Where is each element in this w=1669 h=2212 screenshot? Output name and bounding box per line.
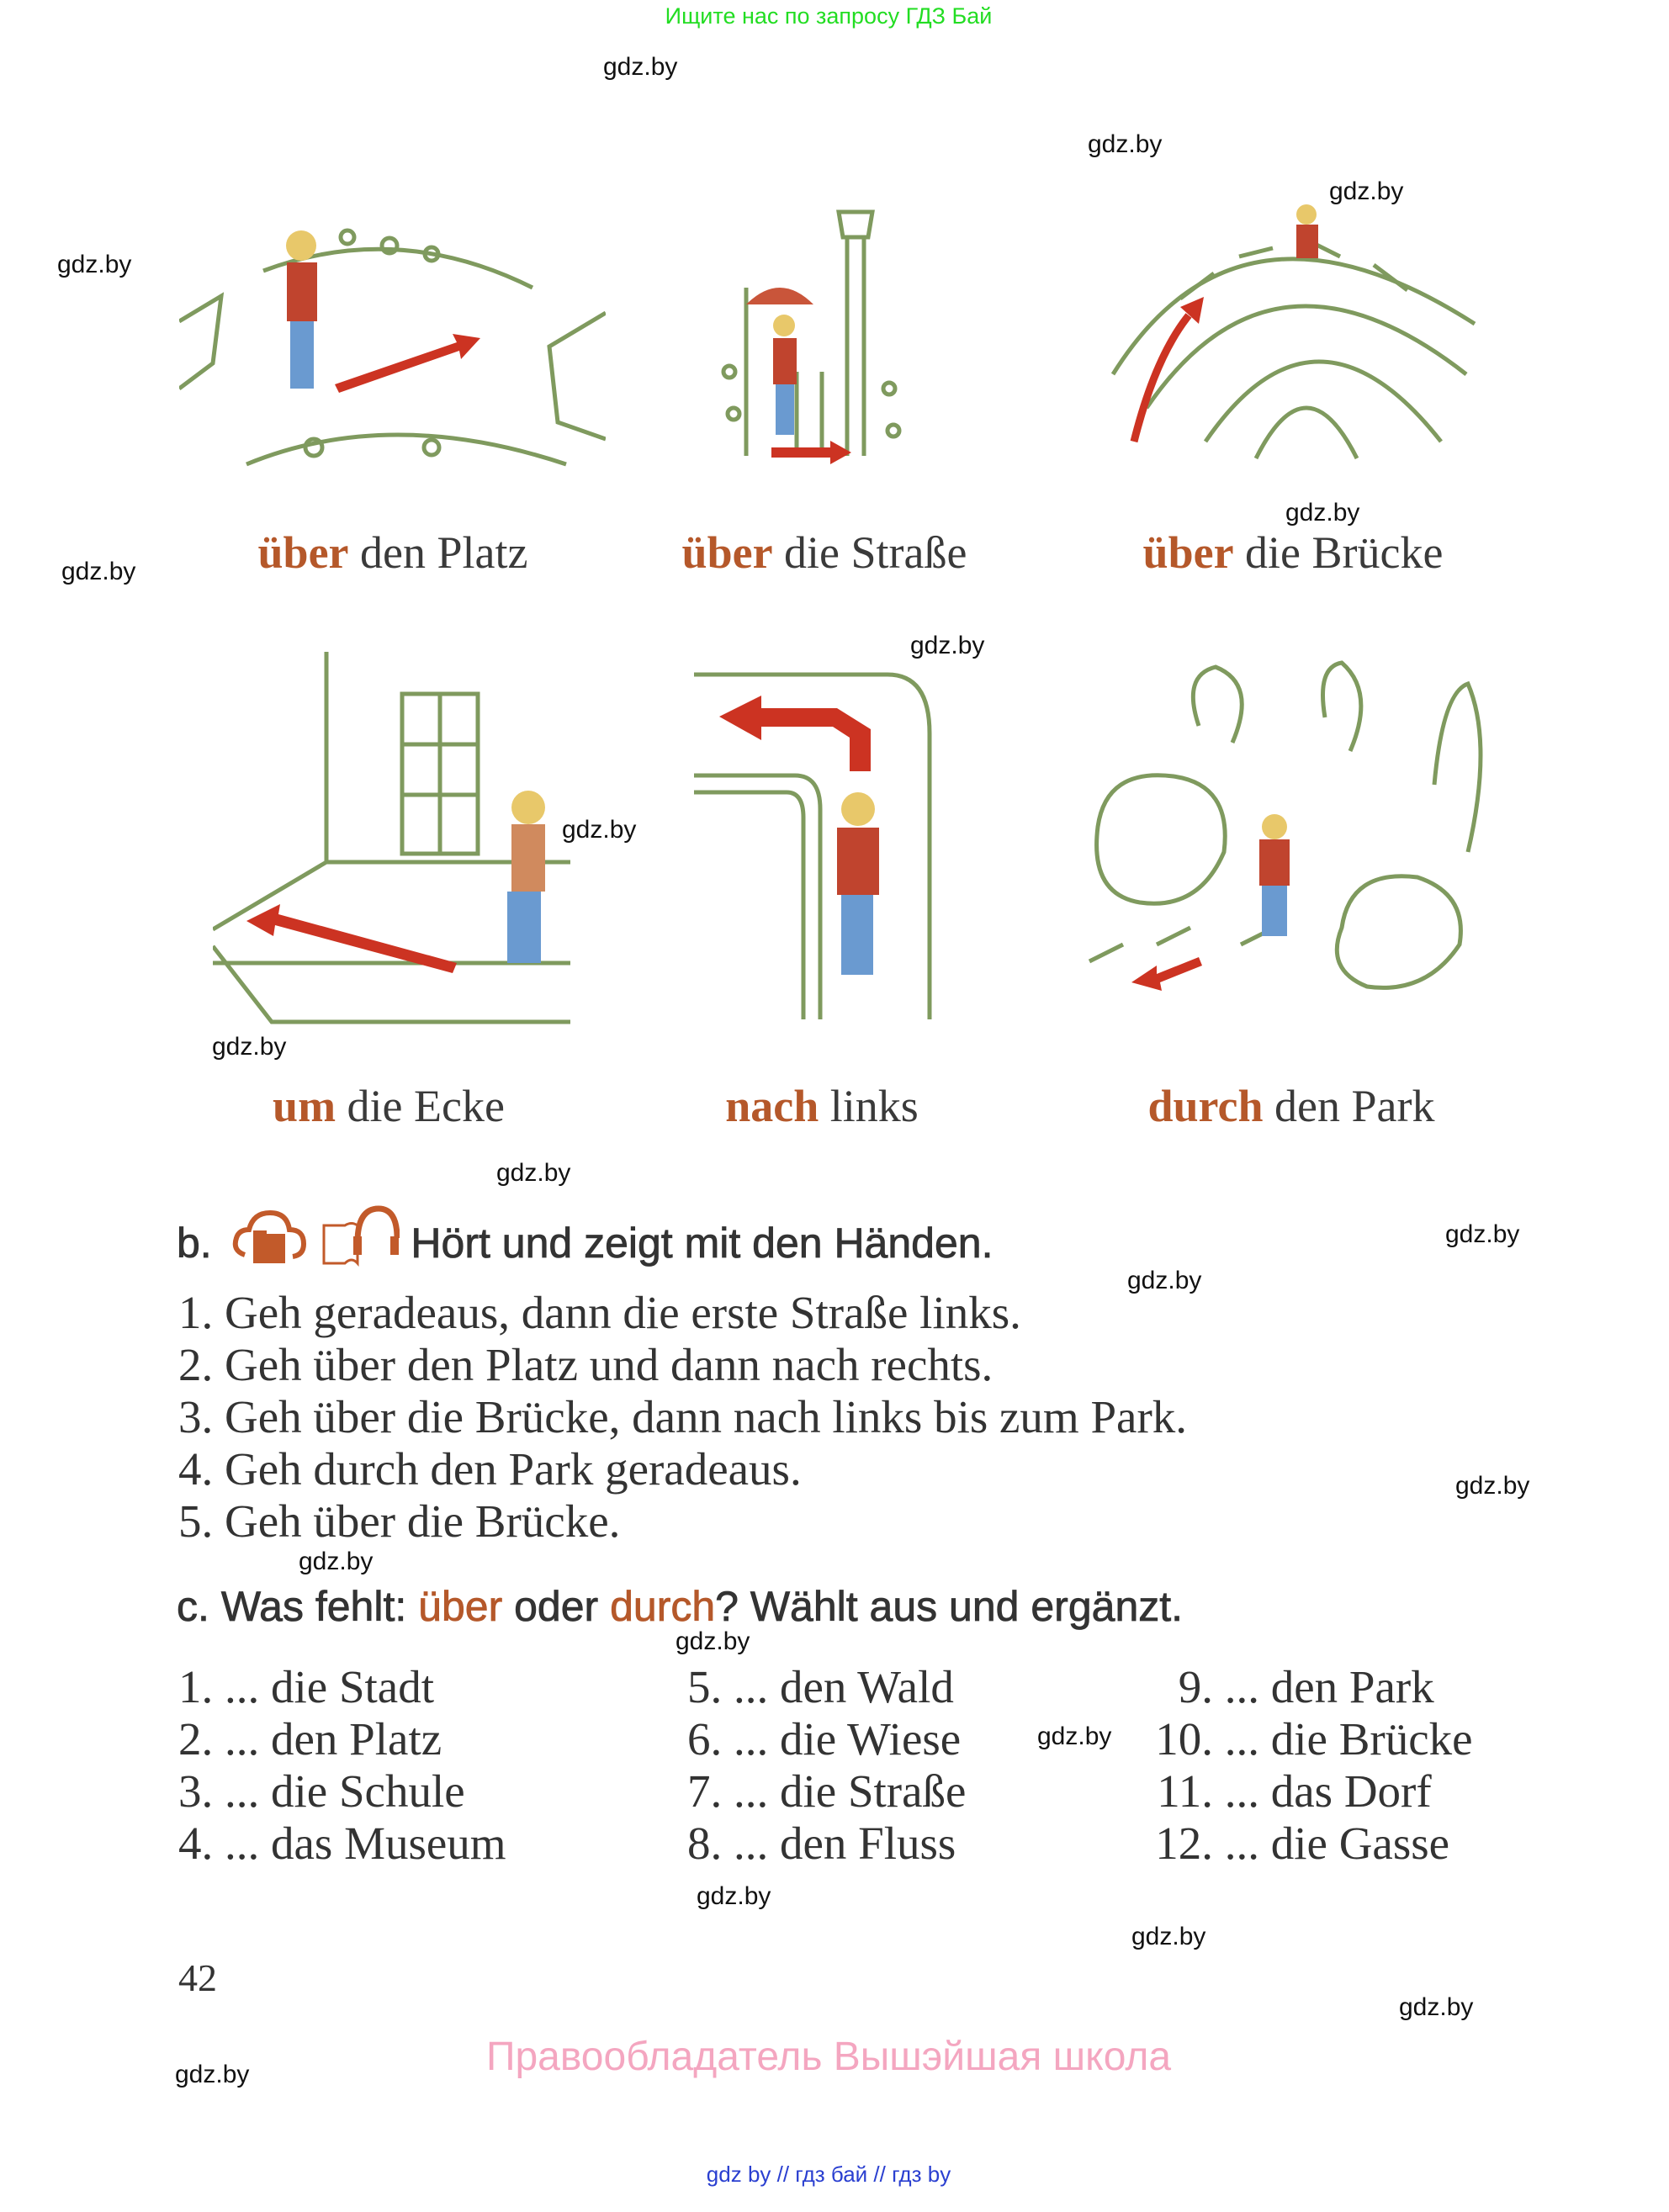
caption-over-street: über die Straße <box>681 527 967 578</box>
copyright-notice: Правообладатель Вышэйшая школа <box>485 2035 1172 2079</box>
search-hint: Ищите нас по запросу ГДЗ Бай <box>665 3 993 29</box>
list-item: 9. ... den Park <box>1178 1661 1434 1712</box>
illustration-bridge <box>1105 189 1479 469</box>
caption-over-bridge: über die Brücke <box>1142 527 1444 578</box>
watermark: gdz.by <box>910 632 985 659</box>
list-item: 11. ... das Dorf <box>1157 1765 1432 1817</box>
illustration-left-turn <box>694 666 946 1019</box>
watermark: gdz.by <box>1131 1923 1206 1950</box>
illustration-street <box>713 204 923 470</box>
watermark: gdz.by <box>1455 1472 1530 1500</box>
list-item: 6. ... die Wiese <box>687 1713 962 1765</box>
watermark: gdz.by <box>1329 177 1404 205</box>
watermark: gdz.by <box>57 251 132 278</box>
page-number: 42 <box>178 1956 217 1999</box>
illustration-square <box>179 204 606 470</box>
list-item: 3. Geh über die Brücke, dann nach links bis zum Park. <box>178 1391 1188 1442</box>
list-item: 10. ... die Brücke <box>1155 1713 1473 1765</box>
caption-through-park: durch den Park <box>1147 1081 1435 1131</box>
watermark: gdz.by <box>1037 1723 1112 1750</box>
book-headphones-icon <box>320 1204 400 1267</box>
watermark: gdz.by <box>299 1548 374 1575</box>
list-item: 8. ... den Fluss <box>687 1818 956 1869</box>
watermark: gdz.by <box>212 1033 287 1061</box>
list-item: 7. ... die Straße <box>687 1765 967 1817</box>
watermark: gdz.by <box>697 1882 771 1910</box>
illustration-park <box>1073 659 1503 1016</box>
caption-to-left: nach links <box>725 1081 919 1131</box>
watermark: gdz.by <box>1285 499 1360 527</box>
list-item: 5. Geh über die Brücke. <box>178 1495 621 1547</box>
list-item: 4. Geh durch den Park geradeaus. <box>178 1443 802 1495</box>
section-b-title: Hört und zeigt mit den Händen. <box>411 1220 993 1267</box>
section-b-heading: b. Hört und zeigt mit den Händen. <box>177 1204 993 1268</box>
list-item: 4. ... das Museum <box>178 1818 506 1869</box>
list-item: 2. ... den Platz <box>178 1713 442 1765</box>
watermark: gdz.by <box>1445 1220 1520 1248</box>
footer-links[interactable]: gdz by // гдз бай // гдз by <box>706 2162 951 2187</box>
watermark: gdz.by <box>603 53 678 81</box>
watermark: gdz.by <box>1399 1993 1474 2021</box>
watermark: gdz.by <box>1088 130 1163 158</box>
list-item: 2. Geh über den Platz und dann nach rechts. <box>178 1339 993 1390</box>
exercise-column-2 <box>687 1661 966 1870</box>
exercise-column-3 <box>1150 1661 1473 1870</box>
exercise-column-1 <box>178 1661 506 1870</box>
section-c-heading: c. Was fehlt: über oder durch? Wählt aus und ergänzt. <box>177 1583 1184 1630</box>
watermark: gdz.by <box>676 1627 750 1655</box>
list-item: 3. ... die Schule <box>178 1765 465 1817</box>
instruction-list <box>178 1287 1187 1548</box>
watermark: gdz.by <box>61 558 136 585</box>
cloud-folder-icon <box>232 1209 308 1267</box>
illustration-corner <box>213 652 570 1026</box>
list-item: 12. ... die Gasse <box>1155 1818 1450 1869</box>
list-item: 1. Geh geradeaus, dann die erste Straße links. <box>178 1287 1021 1338</box>
caption-around-corner: um die Ecke <box>273 1081 505 1131</box>
caption-over-square: über den Platz <box>257 527 528 578</box>
list-item: 5. ... den Wald <box>687 1661 954 1712</box>
watermark: gdz.by <box>175 2061 250 2088</box>
list-item: 1. ... die Stadt <box>178 1661 435 1712</box>
watermark: gdz.by <box>562 816 637 844</box>
watermark: gdz.by <box>1127 1267 1202 1294</box>
watermark: gdz.by <box>496 1159 571 1187</box>
